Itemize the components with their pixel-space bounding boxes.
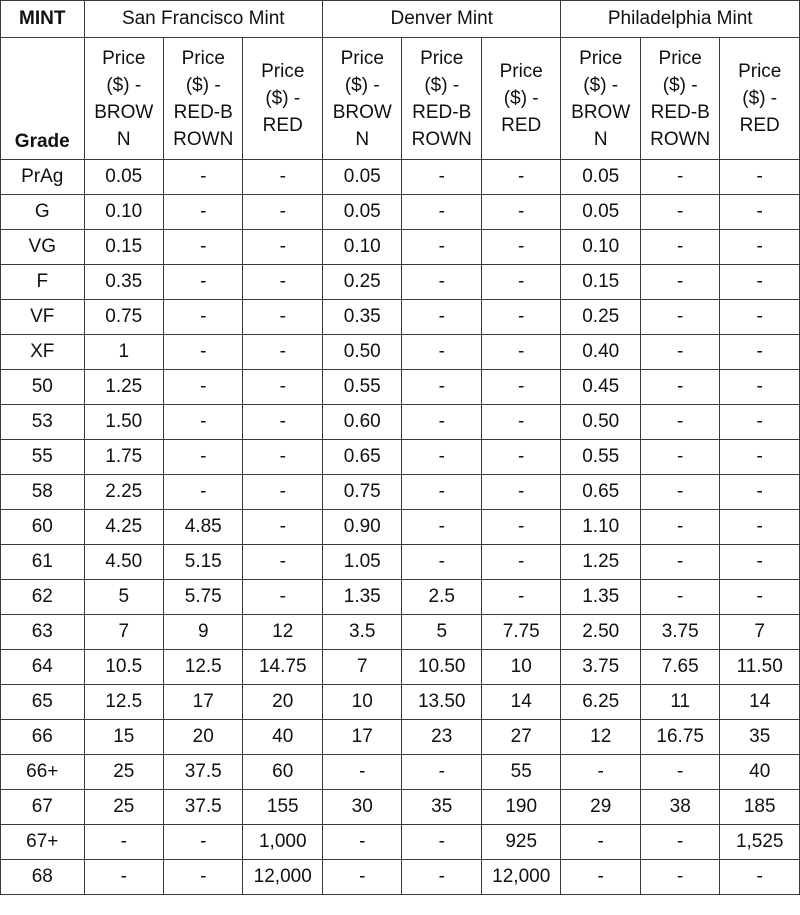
price-cell: 0.40 [561,335,640,370]
price-cell: - [402,825,481,860]
price-cell: 17 [164,685,243,720]
table-row [1,860,800,895]
price-cell: - [481,545,561,580]
price-header-red: Price ($) - RED [243,38,323,160]
price-cell: - [640,265,719,300]
price-cell: 0.75 [84,300,163,335]
grade-cell: 63 [1,615,85,650]
price-cell: - [640,160,719,195]
grade-cell: 60 [1,510,85,545]
grade-cell: 53 [1,405,85,440]
price-cell: 0.55 [561,440,640,475]
price-cell: 7 [720,615,800,650]
price-cell: 1.75 [84,440,163,475]
price-cell: - [402,440,481,475]
price-cell: - [481,370,561,405]
grade-cell: G [1,195,85,230]
price-cell: - [640,825,719,860]
table-row [1,615,800,650]
table-row [1,335,800,370]
price-header-red-brown: Price ($) - RED-B ROWN [402,38,481,160]
price-cell: 12,000 [243,860,323,895]
price-cell: - [481,195,561,230]
price-cell: 0.10 [84,195,163,230]
price-cell: - [243,475,323,510]
price-cell: - [402,335,481,370]
grade-label: Grade [1,38,85,160]
price-cell: 0.35 [323,300,402,335]
table-row [1,160,800,195]
price-cell: - [402,230,481,265]
price-cell: - [720,405,800,440]
price-cell: - [720,195,800,230]
price-cell: - [164,475,243,510]
price-cell: 3.75 [640,615,719,650]
price-cell: 1.35 [323,580,402,615]
price-cell: 0.15 [84,230,163,265]
price-header-brown: Price ($) - BROW N [84,38,163,160]
price-cell: - [720,860,800,895]
grade-cell: F [1,265,85,300]
price-cell: - [323,860,402,895]
price-cell: 0.05 [84,160,163,195]
price-cell: - [164,230,243,265]
table-row [1,405,800,440]
price-cell: 5.15 [164,545,243,580]
table-row [1,475,800,510]
grade-cell: VG [1,230,85,265]
price-cell: 925 [481,825,561,860]
price-cell: - [640,475,719,510]
price-cell: 20 [243,685,323,720]
price-cell: - [243,300,323,335]
price-cell: - [481,580,561,615]
grade-cell: 61 [1,545,85,580]
price-cell: - [640,755,719,790]
price-cell: - [481,300,561,335]
price-cell: 2.5 [402,580,481,615]
mint-label: MINT [1,1,85,38]
price-cell: - [402,405,481,440]
price-cell: - [720,300,800,335]
price-cell: - [243,405,323,440]
price-cell: - [561,825,640,860]
table-row [1,685,800,720]
price-cell: 0.25 [561,300,640,335]
price-cell: 7.65 [640,650,719,685]
price-cell: 12.5 [164,650,243,685]
price-cell: 0.90 [323,510,402,545]
price-cell: - [720,545,800,580]
price-cell: 9 [164,615,243,650]
price-header-brown: Price ($) - BROW N [323,38,402,160]
price-cell: 25 [84,755,163,790]
price-cell: 0.05 [561,195,640,230]
price-cell: - [84,860,163,895]
price-cell: 12 [561,720,640,755]
price-header-red-brown: Price ($) - RED-B ROWN [164,38,243,160]
price-cell: - [164,440,243,475]
price-cell: 35 [402,790,481,825]
price-cell: 4.85 [164,510,243,545]
table-row [1,440,800,475]
price-cell: 7 [84,615,163,650]
table-body [1,160,800,895]
price-cell: 0.05 [323,160,402,195]
price-cell: 37.5 [164,790,243,825]
price-cell: - [164,265,243,300]
price-cell: 6.25 [561,685,640,720]
price-cell: 10 [323,685,402,720]
grade-cell: 65 [1,685,85,720]
price-cell: 12 [243,615,323,650]
price-cell: - [720,230,800,265]
price-cell: - [481,230,561,265]
price-cell: - [243,370,323,405]
price-cell: 3.75 [561,650,640,685]
price-cell: - [720,510,800,545]
grade-cell: 67+ [1,825,85,860]
price-cell: 4.50 [84,545,163,580]
table-row [1,265,800,300]
grade-cell: 68 [1,860,85,895]
price-cell: - [640,300,719,335]
price-cell: - [481,160,561,195]
grade-cell: 55 [1,440,85,475]
grade-cell: 64 [1,650,85,685]
price-header-brown: Price ($) - BROW N [561,38,640,160]
price-cell: 17 [323,720,402,755]
price-cell: - [640,545,719,580]
price-cell: 25 [84,790,163,825]
price-cell: - [640,405,719,440]
price-cell: 29 [561,790,640,825]
price-cell: 0.10 [561,230,640,265]
table-row [1,510,800,545]
price-cell: - [402,300,481,335]
price-cell: - [164,195,243,230]
price-cell: 20 [164,720,243,755]
price-cell: 2.25 [84,475,163,510]
price-cell: - [243,195,323,230]
grade-cell: VF [1,300,85,335]
price-cell: 7 [323,650,402,685]
price-cell: 11.50 [720,650,800,685]
price-cell: 5 [84,580,163,615]
price-cell: - [561,860,640,895]
price-cell: - [720,160,800,195]
table-row [1,720,800,755]
price-cell: - [243,440,323,475]
price-cell: - [243,580,323,615]
grade-cell: 66 [1,720,85,755]
price-cell: 4.25 [84,510,163,545]
price-cell: 55 [481,755,561,790]
table-row [1,650,800,685]
price-cell: 1.10 [561,510,640,545]
price-cell: 0.65 [323,440,402,475]
mint-header-philadelphia: Philadelphia Mint [561,1,800,38]
price-cell: 15 [84,720,163,755]
price-cell: - [481,475,561,510]
price-cell: 1.25 [84,370,163,405]
price-cell: 14 [481,685,561,720]
price-cell: 0.65 [561,475,640,510]
price-cell: - [243,335,323,370]
price-header-red-brown: Price ($) - RED-B ROWN [640,38,719,160]
price-cell: - [164,860,243,895]
price-cell: 190 [481,790,561,825]
price-cell: - [640,510,719,545]
price-cell: - [243,230,323,265]
price-cell: - [481,440,561,475]
price-cell: - [640,230,719,265]
price-cell: 0.10 [323,230,402,265]
price-cell: - [481,335,561,370]
grade-cell: 50 [1,370,85,405]
table-row [1,545,800,580]
price-cell: - [243,160,323,195]
table-row [1,580,800,615]
table-row [1,790,800,825]
price-cell: 1.35 [561,580,640,615]
price-cell: - [481,265,561,300]
price-cell: 5 [402,615,481,650]
price-cell: - [640,580,719,615]
price-cell: 30 [323,790,402,825]
price-cell: 0.05 [561,160,640,195]
price-cell: 3.5 [323,615,402,650]
price-cell: - [402,160,481,195]
price-cell: 0.60 [323,405,402,440]
price-cell: - [720,475,800,510]
mint-header-san-francisco: San Francisco Mint [84,1,322,38]
price-cell: - [164,825,243,860]
mint-header-row [1,1,800,38]
price-cell: 37.5 [164,755,243,790]
price-cell: - [640,370,719,405]
price-cell: 1,525 [720,825,800,860]
price-cell: - [402,475,481,510]
price-cell: 10.5 [84,650,163,685]
price-cell: 0.75 [323,475,402,510]
price-cell: 14.75 [243,650,323,685]
price-cell: - [720,370,800,405]
table-row [1,195,800,230]
price-cell: 1.05 [323,545,402,580]
price-cell: 155 [243,790,323,825]
price-cell: - [164,405,243,440]
price-cell: - [164,370,243,405]
price-cell: 0.25 [323,265,402,300]
price-cell: - [243,510,323,545]
price-cell: 38 [640,790,719,825]
table-row [1,300,800,335]
price-cell: 35 [720,720,800,755]
price-cell: - [402,370,481,405]
price-cell: - [164,300,243,335]
price-cell: 40 [720,755,800,790]
price-cell: - [84,825,163,860]
price-cell: - [164,160,243,195]
table-row [1,825,800,860]
grade-cell: XF [1,335,85,370]
price-cell: - [402,510,481,545]
price-cell: - [323,825,402,860]
price-cell: 0.55 [323,370,402,405]
price-cell: 1.25 [561,545,640,580]
mint-header-denver: Denver Mint [323,1,561,38]
price-cell: - [481,405,561,440]
grade-cell: 62 [1,580,85,615]
price-cell: 0.35 [84,265,163,300]
price-cell: 2.50 [561,615,640,650]
table-row [1,370,800,405]
price-cell: - [640,335,719,370]
price-cell: - [720,265,800,300]
price-cell: - [720,335,800,370]
price-cell: 0.15 [561,265,640,300]
price-cell: 10 [481,650,561,685]
price-cell: - [561,755,640,790]
price-cell: 1 [84,335,163,370]
price-cell: 0.50 [323,335,402,370]
price-header-red: Price ($) - RED [720,38,800,160]
price-header-row [1,38,800,160]
price-cell: - [323,755,402,790]
price-cell: 1.50 [84,405,163,440]
price-cell: - [164,335,243,370]
price-cell: 10.50 [402,650,481,685]
price-cell: - [402,860,481,895]
grade-cell: 67 [1,790,85,825]
price-cell: - [402,195,481,230]
price-cell: 185 [720,790,800,825]
price-cell: 40 [243,720,323,755]
price-cell: - [640,860,719,895]
table-row [1,230,800,265]
price-cell: 0.50 [561,405,640,440]
price-cell: 12.5 [84,685,163,720]
price-header-red: Price ($) - RED [481,38,561,160]
table-row [1,755,800,790]
price-cell: 14 [720,685,800,720]
price-cell: 16.75 [640,720,719,755]
price-cell: 60 [243,755,323,790]
price-cell: - [720,440,800,475]
price-cell: - [720,580,800,615]
price-cell: - [402,545,481,580]
price-cell: 7.75 [481,615,561,650]
price-cell: - [402,265,481,300]
price-cell: 0.45 [561,370,640,405]
price-cell: 27 [481,720,561,755]
price-cell: 1,000 [243,825,323,860]
price-cell: 0.05 [323,195,402,230]
price-cell: 23 [402,720,481,755]
price-cell: - [640,440,719,475]
grade-cell: 66+ [1,755,85,790]
price-cell: - [402,755,481,790]
price-cell: - [481,510,561,545]
price-cell: 11 [640,685,719,720]
price-cell: - [243,545,323,580]
price-cell: 13.50 [402,685,481,720]
price-cell: 12,000 [481,860,561,895]
price-cell: - [640,195,719,230]
price-cell: - [243,265,323,300]
grade-cell: 58 [1,475,85,510]
price-cell: 5.75 [164,580,243,615]
grade-cell: PrAg [1,160,85,195]
